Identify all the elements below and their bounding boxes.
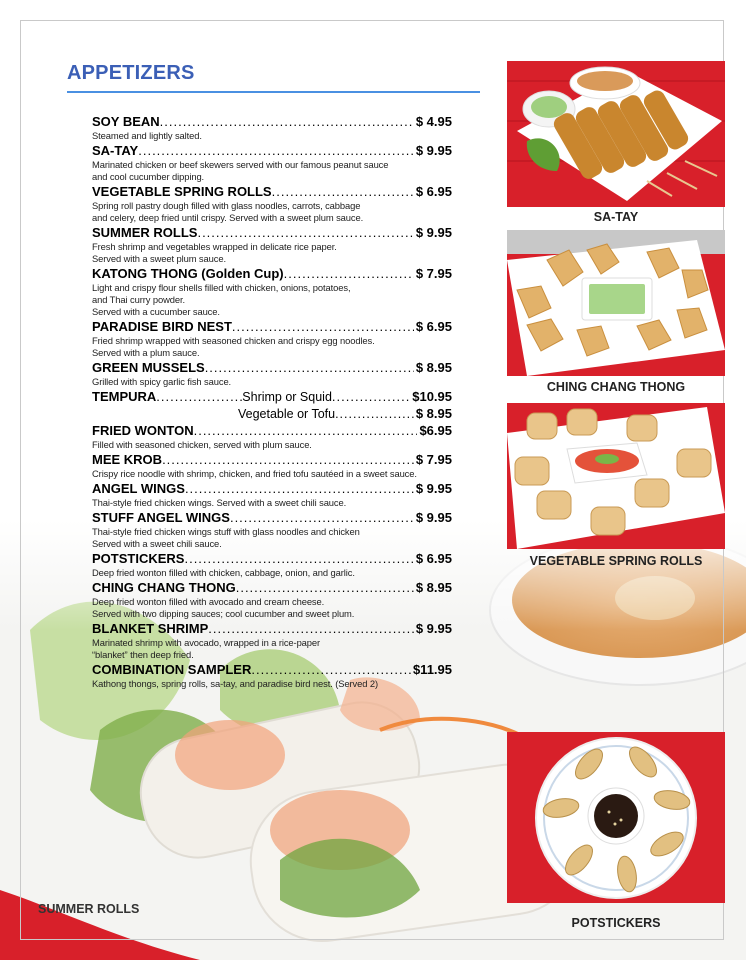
item-name: CHING CHANG THONG [92,580,236,595]
item-price: $11.95 [412,662,452,677]
item-price: $6.95 [419,423,452,438]
leader-dots [197,224,413,241]
item-description: Thai-style fried chicken wings. Served with a sweet chili sauce. [92,497,347,508]
item-name: SA-TAY [92,143,139,158]
item-description: Kathong thongs, spring rolls, sa-tay, and paradise bird nest. (Served 2) [92,678,379,689]
item-price: $ 9.95 [415,510,452,525]
item-description: Deep fried wonton filled with avocado and cream cheese. Served with two dipping sauces; cool cucumber and sweet plum. [92,596,355,619]
item-name: POTSTICKERS [92,551,185,566]
item-description: Marinated shrimp with avocado, wrapped in a rice-paper “blanket” then deep fried. [92,637,321,660]
item-price: $ 8.95 [415,580,452,595]
leader-dots [232,318,414,335]
leader-dots [184,550,413,567]
menu-item [92,661,452,690]
item-name: BLANKET SHRIMP [92,621,209,636]
item-description: Fresh shrimp and vegetables wrapped in delicate rice paper. Served with a sweet plum sauce. [92,241,337,264]
menu-item [92,620,452,661]
leader-dots [284,265,414,282]
leader-dots [160,113,414,130]
leader-dots [230,509,414,526]
satay-caption: SA-TAY [593,210,639,224]
item-price: $ 8.95 [415,406,452,421]
section-title: APPETIZERS [67,62,195,84]
item-name: SOY BEAN [92,114,160,129]
item-price: $ 6.95 [415,319,452,334]
summer-rolls-caption: SUMMER ROLLS [38,902,140,916]
item-description: Grilled with spicy garlic fish sauce. [92,376,232,387]
item-description: Fried shrimp wrapped with seasoned chicken and crispy egg noodles. Served with a plum sauce. [92,335,375,358]
menu-item [92,113,452,142]
item-price: $ 7.95 [415,266,452,281]
potstickers-caption: POTSTICKERS [571,916,661,930]
menu-item [92,318,452,359]
appetizer-list [92,113,452,690]
menu-item [92,359,452,388]
item-name: SUMMER ROLLS [92,225,198,240]
item-name: FRIED WONTON [92,423,194,438]
leader-dots [162,451,414,468]
ching-chang-thong-caption: CHING CHANG THONG [546,380,686,394]
tempura-option: Shrimp or Squid [242,390,332,404]
title-divider [67,91,480,93]
item-price: $ 6.95 [415,551,452,566]
item-description: Thai-style fried chicken wings stuff with glass noodles and chicken Served with a sweet chili sauce. [92,526,360,549]
item-price: $ 7.95 [415,452,452,467]
leader-dots [185,480,414,497]
satay-photo [507,61,725,207]
item-description: Spring roll pastry dough filled with glass noodles, carrots, cabbage and celery, deep fried until crispy. Served with a sweet plum sauce. [92,200,364,223]
leader-dots [208,620,414,637]
leader-dots [272,183,414,200]
menu-item-tempura [92,388,452,422]
item-price: $ 6.95 [415,184,452,199]
menu-item [92,480,452,509]
item-description: Crispy rice noodle with shrimp, chicken, and fried tofu sautéed in a sweet sauce. [92,468,417,479]
item-description: Steamed and lightly salted. [92,130,202,141]
menu-item [92,224,452,265]
menu-item [92,422,452,451]
menu-item [92,265,452,318]
item-price: $ 9.95 [415,225,452,240]
item-name: COMBINATION SAMPLER [92,662,252,677]
item-description: Filled with seasoned chicken, served with plum sauce. [92,439,312,450]
leader-dots [194,422,418,439]
leader-dots [332,388,410,405]
menu-item [92,550,452,579]
item-description: Deep fried wonton filled with chicken, cabbage, onion, and garlic. [92,567,355,578]
item-price: $ 4.95 [415,114,452,129]
menu-item [92,509,452,550]
item-price: $ 8.95 [415,360,452,375]
item-name: KATONG THONG (Golden Cup) [92,266,284,281]
menu-item [92,183,452,224]
leader-dots [205,359,414,376]
leader-dots [335,406,414,423]
item-description: Light and crispy flour shells filled with chicken, onions, potatoes, and Thai curry powder. Served with a cucumber sauce. [92,282,351,317]
item-price: $ 9.95 [415,481,452,496]
ching-chang-thong-photo [507,230,725,376]
item-price: $10.95 [412,389,452,404]
item-name: PARADISE BIRD NEST [92,319,232,334]
item-name: TEMPURA [92,389,157,404]
leader-dots [236,579,414,596]
item-name: STUFF ANGEL WINGS [92,510,230,525]
leader-dots [138,142,414,159]
item-price: $ 9.95 [415,143,452,158]
menu-item [92,451,452,480]
tempura-option: Vegetable or Tofu [238,407,336,421]
item-name: MEE KROB [92,452,163,467]
vegetable-spring-rolls-caption: VEGETABLE SPRING ROLLS [529,554,703,568]
item-name: VEGETABLE SPRING ROLLS [92,184,272,199]
leader-dots [156,388,242,405]
vegetable-spring-rolls-photo [507,403,725,549]
item-name: GREEN MUSSELS [92,360,205,375]
menu-item [92,579,452,620]
item-price: $ 9.95 [415,621,452,636]
potstickers-photo [507,732,725,903]
item-name: ANGEL WINGS [92,481,185,496]
leader-dots [251,661,411,678]
item-description: Marinated chicken or beef skewers served with our famous peanut sauce and cool cucumber dipping. [92,159,389,182]
menu-item [92,142,452,183]
